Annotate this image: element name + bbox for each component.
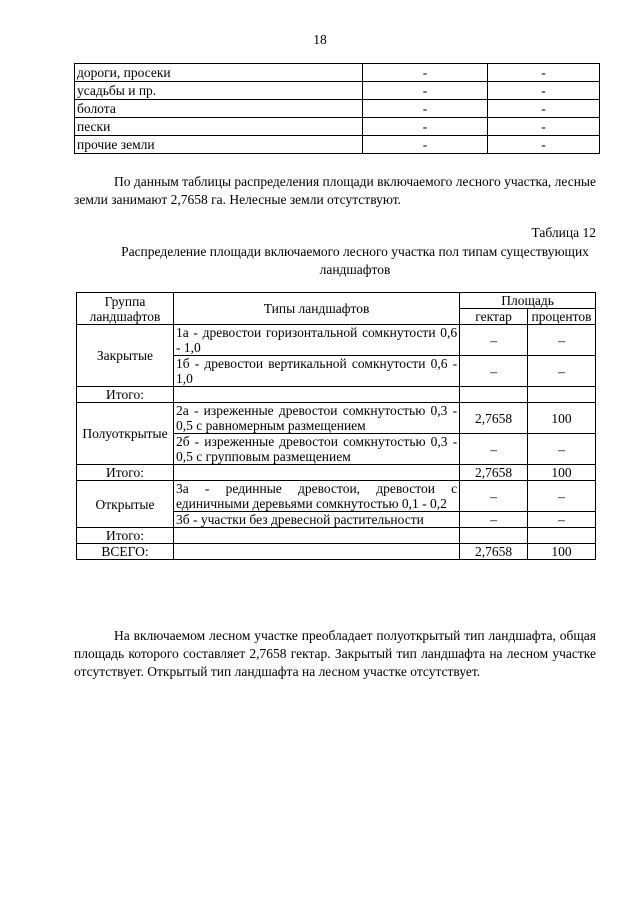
table-cell: - xyxy=(363,136,488,154)
table-cell: - xyxy=(363,64,488,82)
header-hectare: гектар xyxy=(460,309,528,325)
table-cell: - xyxy=(488,118,600,136)
type-3b: 3б - участки без древесной растительности xyxy=(173,512,459,528)
empty-cell xyxy=(460,387,528,403)
empty-cell xyxy=(173,544,459,560)
hectare-cell: – xyxy=(460,481,528,512)
hectare-cell: 2,7658 xyxy=(460,465,528,481)
subtotal-row xyxy=(77,465,596,481)
percent-cell: – xyxy=(528,325,596,356)
percent-cell: 100 xyxy=(528,544,596,560)
table-cell: - xyxy=(488,64,600,82)
table-cell: - xyxy=(488,100,600,118)
page-number: 18 xyxy=(313,32,327,47)
subtotal-row xyxy=(77,387,596,403)
subtotal-label: Итого: xyxy=(77,465,174,481)
empty-cell xyxy=(460,528,528,544)
paragraph-text: По данным таблицы распределения площади включаемого лесного участка, лесные земли занимают 2,7658 га. Нелесные земли отсутствуют. xyxy=(74,174,596,207)
table-row xyxy=(75,82,600,100)
type-3a: 3а - рединные древостои, древостои с единичными деревьями сомкнутостью 0,1 - 0,2 xyxy=(173,481,459,512)
subtotal-label: Итого: xyxy=(77,387,174,403)
group-semi-open: Полуоткрытые xyxy=(77,403,174,465)
paragraph-land-summary xyxy=(74,173,596,209)
table-cell: - xyxy=(488,82,600,100)
percent-cell: 100 xyxy=(528,403,596,434)
group-closed: Закрытые xyxy=(77,325,174,387)
empty-cell xyxy=(528,387,596,403)
empty-cell xyxy=(173,387,459,403)
table-row xyxy=(77,403,596,434)
paragraph-text: На включаемом лесном участке преобладает полуоткрытый тип ландшафта, общая площадь которого составляет 2,7658 гектар. Закрытый тип ландшафта на лесном участке отсутствует. Открытый тип ландшафта на лесном участке отсутствует. xyxy=(74,628,596,679)
percent-cell: 100 xyxy=(528,465,596,481)
hectare-cell: – xyxy=(460,512,528,528)
percent-cell: – xyxy=(528,481,596,512)
table-row xyxy=(75,136,600,154)
percent-cell: – xyxy=(528,512,596,528)
type-1a: 1а - древостои горизонтальной сомкнутости 0,6 - 1,0 xyxy=(173,325,459,356)
subtotal-label: Итого: xyxy=(77,528,174,544)
table-row xyxy=(75,118,600,136)
header-area: Площадь xyxy=(460,293,596,309)
empty-cell xyxy=(528,528,596,544)
header-types: Типы ландшафтов xyxy=(173,293,459,325)
table-cell: болота xyxy=(75,100,363,118)
type-2b: 2б - изреженные древостои сомкнутостью 0,3 - 0,5 с групповым размещением xyxy=(173,434,459,465)
table-cell: - xyxy=(363,82,488,100)
table-cell: усадьбы и пр. xyxy=(75,82,363,100)
percent-cell: – xyxy=(528,356,596,387)
table-row xyxy=(75,100,600,118)
percent-cell: – xyxy=(528,434,596,465)
table-row xyxy=(75,64,600,82)
table-number: Таблица 12 xyxy=(531,225,596,240)
hectare-cell: – xyxy=(460,356,528,387)
group-open: Открытые xyxy=(77,481,174,528)
header-row xyxy=(77,293,596,309)
table-title: Распределение площади включаемого лесного участка пол типам существующих ландшафтов xyxy=(121,244,589,277)
header-group: Группа ландшафтов xyxy=(77,293,174,325)
grand-total-label: ВСЕГО: xyxy=(77,544,174,560)
table-cell: прочие земли xyxy=(75,136,363,154)
landscape-types-table xyxy=(76,292,596,560)
type-2a: 2а - изреженные древостои сомкнутостью 0,3 - 0,5 с равномерным размещением xyxy=(173,403,459,434)
empty-cell xyxy=(173,528,459,544)
table-cell: - xyxy=(488,136,600,154)
header-percent: процентов xyxy=(528,309,596,325)
hectare-cell: 2,7658 xyxy=(460,544,528,560)
table-row xyxy=(77,481,596,512)
table-row xyxy=(77,325,596,356)
empty-cell xyxy=(173,465,459,481)
land-category-table-continuation xyxy=(74,63,600,154)
hectare-cell: – xyxy=(460,434,528,465)
subtotal-row xyxy=(77,528,596,544)
hectare-cell: – xyxy=(460,325,528,356)
table-cell: дороги, просеки xyxy=(75,64,363,82)
type-1b: 1б - древостои вертикальной сомкнутости 0,6 - 1,0 xyxy=(173,356,459,387)
hectare-cell: 2,7658 xyxy=(460,403,528,434)
table-cell: - xyxy=(363,100,488,118)
grand-total-row xyxy=(77,544,596,560)
table-cell: пески xyxy=(75,118,363,136)
paragraph-landscape-summary xyxy=(74,627,596,681)
table-cell: - xyxy=(363,118,488,136)
